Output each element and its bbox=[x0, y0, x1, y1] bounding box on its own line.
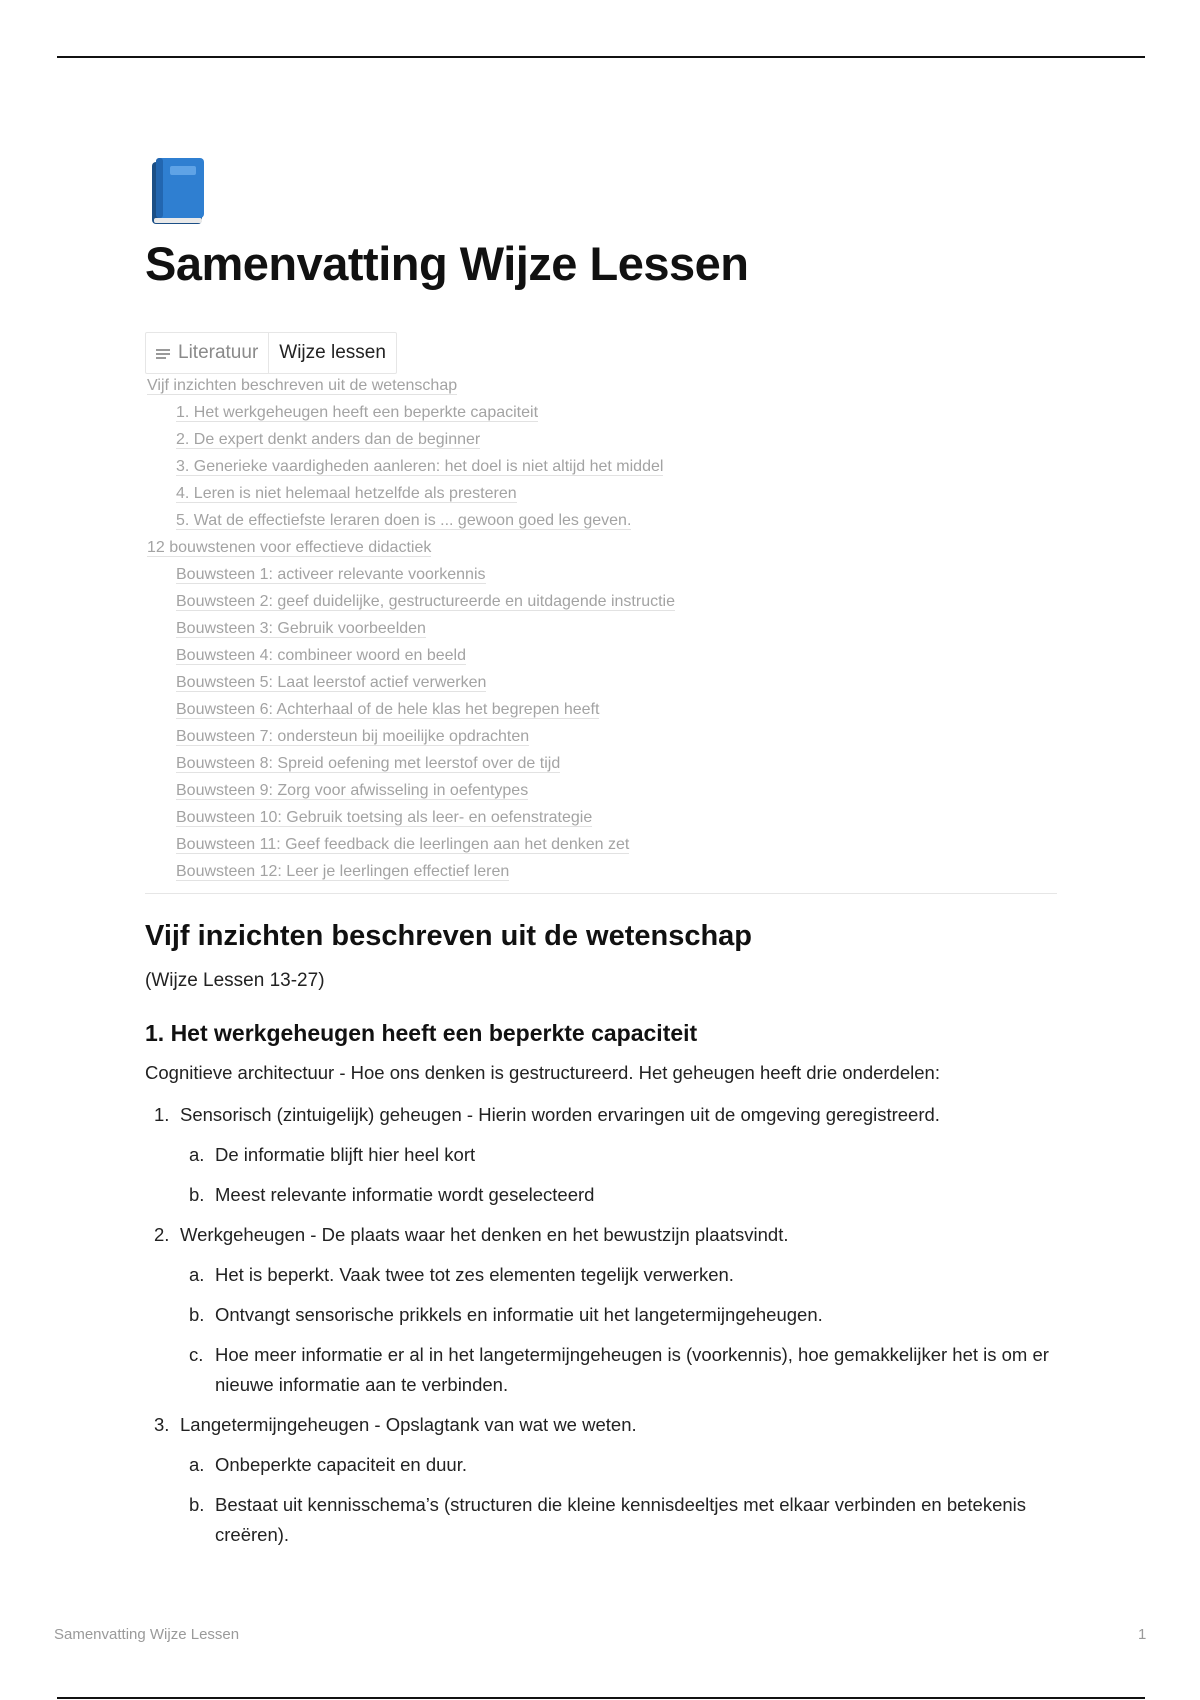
list-item-text: Werkgeheugen - De plaats waar het denken en het bewustzijn plaatsvindt. bbox=[180, 1224, 789, 1245]
footer-page-number: 1 bbox=[1138, 1626, 1147, 1643]
breadcrumb-current-label: Wijze lessen bbox=[279, 342, 386, 363]
toc-link[interactable] bbox=[147, 563, 675, 590]
toc-link[interactable] bbox=[147, 482, 675, 509]
toc-link-label: Bouwsteen 4: combineer woord en beeld bbox=[176, 647, 466, 664]
toc-link-label: Bouwsteen 9: Zorg voor afwisseling in oefentypes bbox=[176, 782, 529, 799]
toc-link-label: 12 bouwstenen voor effectieve didactiek bbox=[147, 539, 432, 556]
toc-link-label: Bouwsteen 10: Gebruik toetsing als leer- en oefenstrategie bbox=[176, 809, 593, 826]
sub-list-item bbox=[145, 1180, 1057, 1210]
list-item-text: Sensorisch (zintuigelijk) geheugen - Hierin worden ervaringen uit de omgeving geregistreerd. bbox=[180, 1104, 940, 1125]
sub-list-item-text: Bestaat uit kennisschema’s (structuren die kleine kennisdeeltjes met elkaar verbinden en betekenis creëren). bbox=[215, 1494, 1027, 1545]
page-reference: (Wijze Lessen 13-27) bbox=[145, 970, 325, 991]
toc-link-label: 5. Wat de effectiefste leraren doen is ... gewoon goed les geven. bbox=[176, 512, 632, 529]
sub-list-item-text: De informatie blijft hier heel kort bbox=[215, 1144, 476, 1165]
toc-link[interactable] bbox=[147, 698, 675, 725]
numbered-list bbox=[145, 1100, 1057, 1550]
sub-list-item bbox=[145, 1260, 1057, 1290]
toc-link-label: Bouwsteen 7: ondersteun bij moeilijke opdrachten bbox=[176, 728, 530, 745]
toc-link-label: Bouwsteen 2: geef duidelijke, gestructureerde en uitdagende instructie bbox=[176, 593, 675, 610]
toc-link[interactable] bbox=[147, 860, 675, 887]
sub-list-item-text: Onbeperkte capaciteit en duur. bbox=[215, 1454, 467, 1475]
list-item bbox=[145, 1220, 1057, 1250]
list-item-number: 2. bbox=[154, 1224, 170, 1245]
toc-link-label: Bouwsteen 12: Leer je leerlingen effectief leren bbox=[176, 863, 510, 880]
toc-link-label: 2. De expert denkt anders dan de beginner bbox=[176, 431, 481, 448]
breadcrumb bbox=[145, 332, 397, 374]
intro-paragraph: Cognitieve architectuur - Hoe ons denken is gestructureerd. Het geheugen heeft drie onderdelen: bbox=[145, 1062, 940, 1083]
sub-list-item-letter: b. bbox=[189, 1494, 205, 1515]
top-rule bbox=[57, 56, 1145, 58]
toc-link[interactable] bbox=[147, 779, 675, 806]
list-item-number: 3. bbox=[154, 1414, 170, 1435]
toc-link-label: Bouwsteen 1: activeer relevante voorkennis bbox=[176, 566, 486, 583]
toc-link[interactable] bbox=[147, 806, 675, 833]
sub-list-item-letter: b. bbox=[189, 1304, 205, 1325]
sub-list-item-letter: b. bbox=[189, 1184, 205, 1205]
toc-link[interactable] bbox=[147, 509, 675, 536]
toc-link-label: Bouwsteen 8: Spreid oefening met leerstof over de tijd bbox=[176, 755, 561, 772]
list-item-number: 1. bbox=[154, 1104, 170, 1125]
toc-link-label: 3. Generieke vaardigheden aanleren: het doel is niet altijd het middel bbox=[176, 458, 664, 475]
toc-link-label: Bouwsteen 3: Gebruik voorbeelden bbox=[176, 620, 426, 637]
toc-link[interactable] bbox=[147, 617, 675, 644]
footer-title: Samenvatting Wijze Lessen bbox=[54, 1626, 240, 1643]
toc-link[interactable] bbox=[147, 833, 675, 860]
toc-link-label: Bouwsteen 5: Laat leerstof actief verwerken bbox=[176, 674, 487, 691]
sub-list-item-text: Ontvangt sensorische prikkels en informatie uit het langetermijngeheugen. bbox=[215, 1304, 823, 1325]
sub-list-item-letter: a. bbox=[189, 1454, 205, 1475]
toc-link[interactable] bbox=[147, 536, 675, 563]
toc-link-label: 4. Leren is niet helemaal hetzelfde als presteren bbox=[176, 485, 517, 502]
toc-link[interactable] bbox=[147, 725, 675, 752]
sub-list-item-text: Het is beperkt. Vaak twee tot zes elementen tegelijk verwerken. bbox=[215, 1264, 734, 1285]
sub-list-item-letter: a. bbox=[189, 1264, 205, 1285]
breadcrumb-parent-label: Literatuur bbox=[178, 342, 259, 363]
sub-list-item-text: Hoe meer informatie er al in het langetermijngeheugen is (voorkennis), hoe gemakkelijker het is om er nieuwe informatie aan te verbinden. bbox=[215, 1344, 1049, 1395]
page-title: Samenvatting Wijze Lessen bbox=[145, 237, 749, 290]
list-item bbox=[145, 1410, 1057, 1440]
toc-link-label: 1. Het werkgeheugen heeft een beperkte capaciteit bbox=[176, 404, 539, 421]
sub-list-item bbox=[145, 1490, 1057, 1550]
toc-link-label: Bouwsteen 6: Achterhaal of de hele klas het begrepen heeft bbox=[176, 701, 600, 718]
table-of-contents bbox=[147, 374, 675, 887]
toc-link[interactable] bbox=[147, 671, 675, 698]
sub-list-item bbox=[145, 1140, 1057, 1170]
breadcrumb-item-literatuur[interactable] bbox=[146, 333, 269, 373]
toc-link[interactable] bbox=[147, 455, 675, 482]
sub-list-item-letter: c. bbox=[189, 1344, 204, 1365]
section-heading: Vijf inzichten beschreven uit de wetenschap bbox=[145, 920, 753, 952]
toc-link-label: Bouwsteen 11: Geef feedback die leerlingen aan het denken zet bbox=[176, 836, 630, 853]
divider bbox=[145, 893, 1057, 894]
text-lines-icon bbox=[156, 347, 170, 359]
toc-link[interactable] bbox=[147, 752, 675, 779]
sub-list-item-text: Meest relevante informatie wordt geselecteerd bbox=[215, 1184, 595, 1205]
sub-list-item-letter: a. bbox=[189, 1144, 205, 1165]
toc-link[interactable] bbox=[147, 401, 675, 428]
bottom-rule bbox=[57, 1697, 1145, 1699]
list-item-text: Langetermijngeheugen - Opslagtank van wat we weten. bbox=[180, 1414, 637, 1435]
sub-list-item bbox=[145, 1300, 1057, 1330]
breadcrumb-item-current[interactable] bbox=[269, 333, 396, 373]
toc-link-label: Vijf inzichten beschreven uit de wetenschap bbox=[147, 377, 458, 394]
sub-list-item bbox=[145, 1450, 1057, 1480]
sub-list-item bbox=[145, 1340, 1057, 1400]
toc-link[interactable] bbox=[147, 428, 675, 455]
toc-link[interactable] bbox=[147, 374, 675, 401]
toc-link[interactable] bbox=[147, 644, 675, 671]
toc-link[interactable] bbox=[147, 590, 675, 617]
subsection-heading: 1. Het werkgeheugen heeft een beperkte capaciteit bbox=[145, 1020, 698, 1046]
list-item bbox=[145, 1100, 1057, 1130]
blue-book-icon bbox=[150, 156, 208, 226]
